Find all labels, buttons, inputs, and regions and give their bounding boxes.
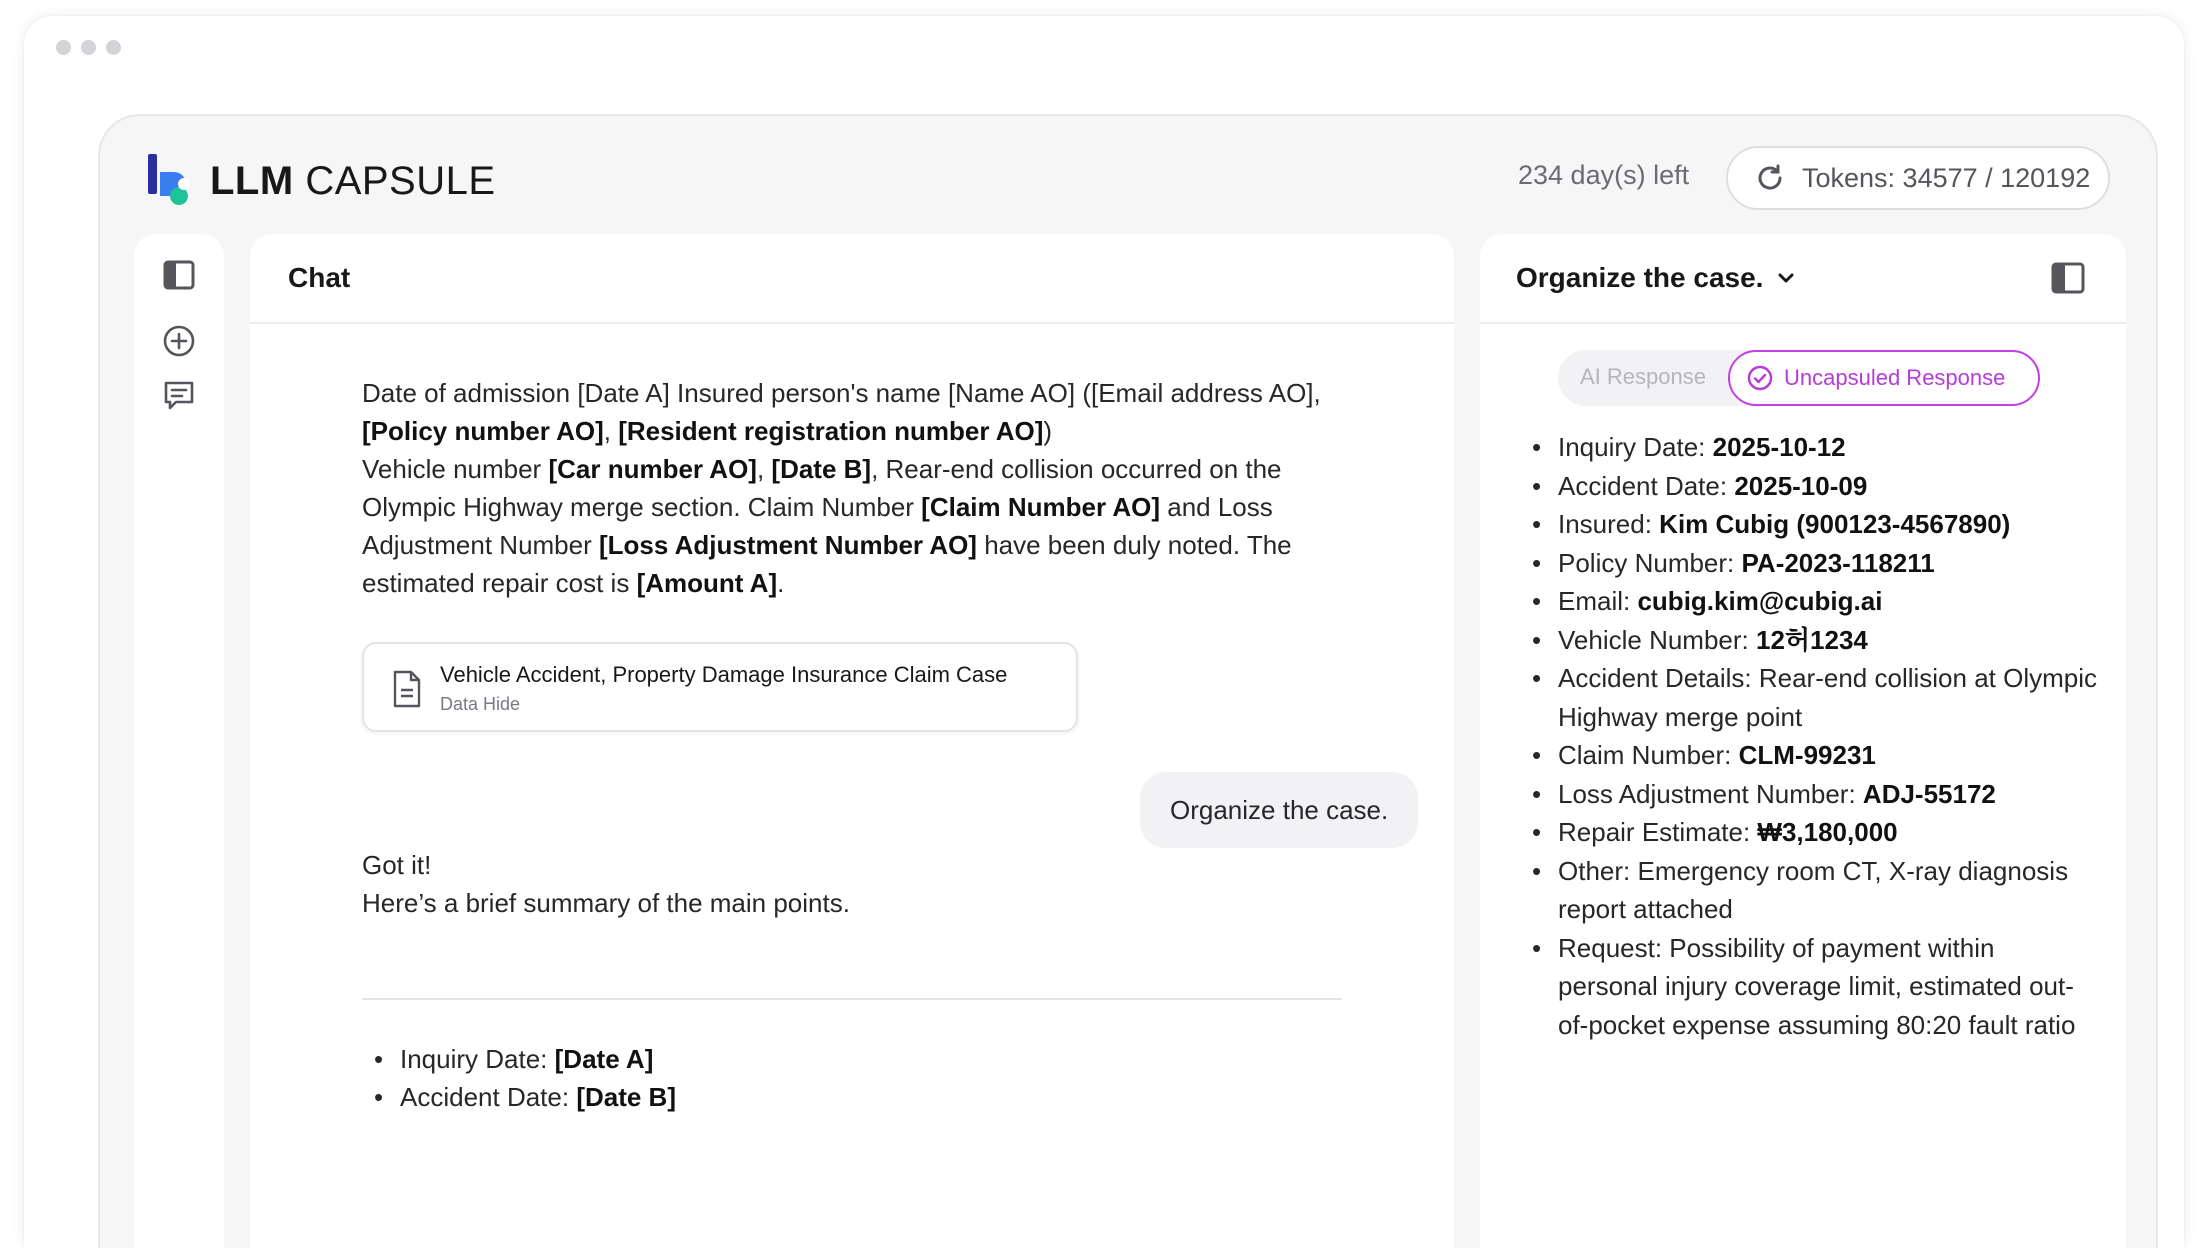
masked-token: [Loss Adjustment Number AO] <box>598 530 977 560</box>
message-text: and Loss Adjustment Number <box>362 492 1273 560</box>
brand-name <box>210 159 496 204</box>
reply-line: Got it! <box>362 850 432 880</box>
item-label: Email: <box>1558 586 1638 616</box>
chat-panel <box>250 234 1454 1248</box>
list-item <box>1520 852 2100 929</box>
item-label: Other: Emergency room CT, X-ray diagnosis report attached <box>1558 855 2069 924</box>
window-controls <box>56 40 121 55</box>
item-label: Policy Number: <box>1558 547 1742 578</box>
tokens-label: Tokens: 34577 / 120192 <box>1802 162 2091 193</box>
list-item <box>362 1040 1342 1078</box>
attachment-subtitle: Data Hide <box>440 694 521 714</box>
assistant-reply <box>362 846 1342 922</box>
refresh-icon <box>1754 162 1786 194</box>
item-value: [Date B] <box>576 1082 676 1112</box>
app-logo[interactable] <box>146 154 496 208</box>
list-item <box>1520 775 2100 814</box>
message-text: , <box>756 454 772 484</box>
chat-history-button[interactable] <box>160 376 198 414</box>
list-item <box>1520 736 2100 775</box>
list-item <box>1520 505 2100 544</box>
item-label: Inquiry Date: <box>400 1044 555 1074</box>
item-label: Request: Possibility of payment within personal injury coverage limit, estimated out-of-pocket expense assuming 80:20 fault ratio <box>1558 932 2076 1040</box>
reply-line: Here’s a brief summary of the main points. <box>362 888 850 918</box>
message-text: . <box>777 568 785 598</box>
brand-bold: LLM <box>210 158 294 203</box>
days-left-label: 234 day(s) left <box>1518 160 1690 190</box>
tab-ai-response[interactable]: AI Response <box>1580 364 1706 389</box>
message-text: have been duly noted. The estimated repair cost is <box>362 530 1292 598</box>
document-icon <box>390 670 424 708</box>
user-message-bubble: Organize the case. <box>1140 772 1418 848</box>
chat-message-icon <box>162 378 196 412</box>
message-text: Date of admission [Date A] Insured person's name [Name AO] ([Email address AO], <box>362 378 1321 408</box>
list-item <box>1520 428 2100 467</box>
check-circle-icon <box>1746 364 1774 392</box>
item-label: Loss Adjustment Number: <box>1558 778 1863 809</box>
attachment-title: Vehicle Accident, Property Damage Insurance Claim Case <box>440 662 1008 687</box>
item-value: [Date A] <box>554 1044 654 1074</box>
item-value: PA-2023-118211 <box>1741 547 1935 578</box>
browser-window <box>24 16 2184 1248</box>
item-value: cubig.kim@cubig.ai <box>1637 586 1883 616</box>
item-label: Claim Number: <box>1558 740 1739 770</box>
anonymized-message <box>362 374 1342 602</box>
masked-token: [Date B] <box>771 454 872 484</box>
masked-token: [Car number AO] <box>548 454 757 484</box>
list-item <box>1520 929 2100 1045</box>
chat-title: Chat <box>288 262 351 293</box>
item-value: 12허1234 <box>1755 624 1868 655</box>
item-value: ₩3,180,000 <box>1757 817 1898 847</box>
message-text: ) <box>1043 416 1053 446</box>
item-value: ADJ-55172 <box>1862 778 1996 809</box>
item-label: Insured: <box>1558 509 1660 539</box>
response-panel <box>1480 234 2126 1248</box>
item-label: Vehicle Number: <box>1558 624 1756 655</box>
masked-token: [Resident registration number AO] <box>618 416 1044 446</box>
sidebar-toggle-icon <box>163 259 195 291</box>
response-title-dropdown[interactable]: Organize the case. <box>1516 262 1764 293</box>
app-container <box>98 114 2158 1248</box>
masked-token: [Policy number AO] <box>362 416 604 446</box>
window-dot[interactable] <box>81 40 96 55</box>
item-label: Accident Date: <box>400 1082 577 1112</box>
left-sidebar <box>134 234 224 1248</box>
response-header <box>1480 234 2126 324</box>
new-chat-button[interactable] <box>160 322 198 360</box>
attachment-card[interactable] <box>362 642 1078 732</box>
item-label: Inquiry Date: <box>1558 432 1713 462</box>
masked-token: [Claim Number AO] <box>921 492 1161 522</box>
tokens-button[interactable] <box>1726 146 2110 210</box>
list-item <box>1520 582 2100 621</box>
item-label: Accident Date: <box>1558 470 1735 501</box>
list-item <box>1520 544 2100 583</box>
list-item <box>1520 621 2100 660</box>
message-text: , <box>603 416 619 446</box>
item-value: 2025-10-09 <box>1734 470 1868 501</box>
list-item <box>1520 659 2100 736</box>
chevron-down-icon[interactable] <box>1775 267 1797 289</box>
tab-uncapsuled-response[interactable] <box>1728 350 2040 406</box>
list-item <box>1520 813 2100 852</box>
panel-toggle-icon[interactable] <box>2050 260 2086 296</box>
tab-uncapsuled-label: Uncapsuled Response <box>1784 365 2006 390</box>
window-dot[interactable] <box>106 40 121 55</box>
item-label: Repair Estimate: <box>1558 817 1758 847</box>
response-mode-toggle <box>1558 350 2040 406</box>
uncapsuled-list <box>1520 428 2100 1044</box>
divider <box>362 998 1342 1000</box>
list-item <box>362 1078 1342 1116</box>
llm-capsule-logo-icon <box>146 154 196 208</box>
chat-header <box>250 234 1454 324</box>
list-item <box>1520 467 2100 506</box>
item-value: 2025-10-12 <box>1712 432 1846 462</box>
masked-token: [Amount A] <box>636 568 778 598</box>
sidebar-toggle-button[interactable] <box>160 256 198 294</box>
add-circle-icon <box>162 324 196 358</box>
chat-summary-list <box>362 1040 1342 1116</box>
message-text: , Rear-end collision occurred on the Olympic Highway merge section. Claim Number <box>362 454 1282 522</box>
brand-light: CAPSULE <box>305 158 496 203</box>
item-label: Accident Details: Rear-end collision at Olympic Highway merge point <box>1558 663 2097 732</box>
window-dot[interactable] <box>56 40 71 55</box>
item-value: CLM-99231 <box>1738 740 1876 770</box>
message-text: Vehicle number <box>362 454 549 484</box>
item-value: Kim Cubig (900123-4567890) <box>1659 509 2011 539</box>
